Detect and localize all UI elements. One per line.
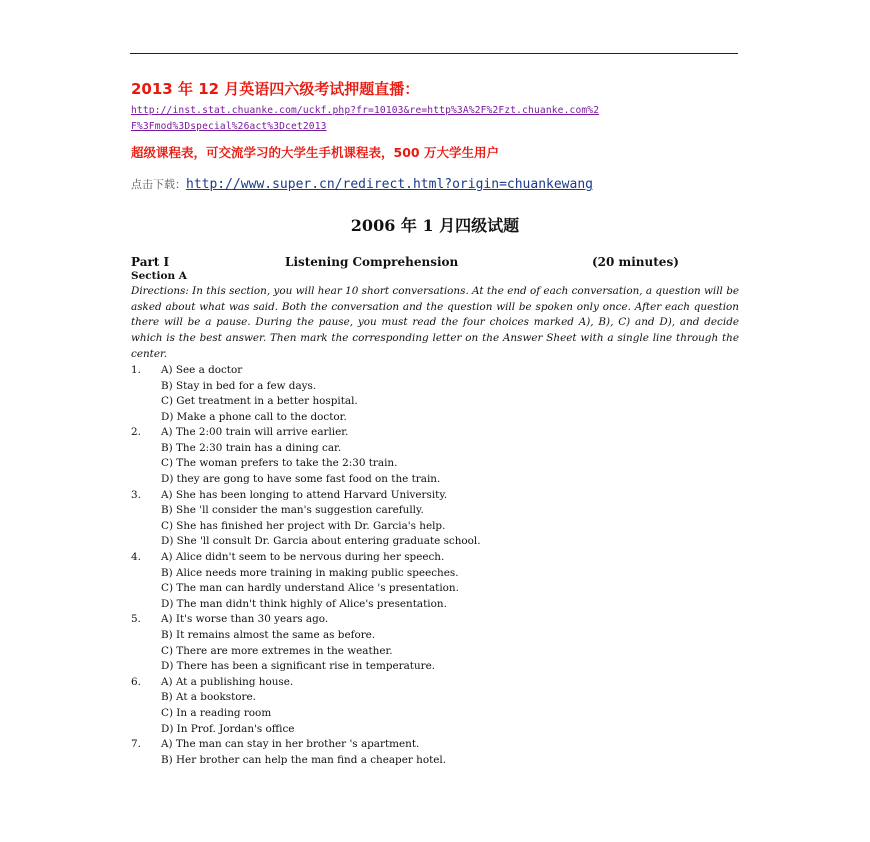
option-line: B) At a bookstore. bbox=[161, 691, 256, 703]
question-number: 5. bbox=[131, 613, 141, 625]
question-number: 4. bbox=[131, 551, 141, 563]
download-line bbox=[131, 173, 593, 192]
option-line: A) At a publishing house. bbox=[161, 676, 294, 688]
promo-title: 2013 年 12 月英语四六级考试押题直播： bbox=[131, 80, 420, 98]
directions-text: Directions: In this section, you will hear 10 short conversations. At the end of each conversation, a question will be asked about what was said. Both the conversation and the question will be spoken only once. After each question there will be a pause. During the pause, you must read the four choices marked A), B), C) and D), and decide which is the best answer. Then mark the corresponding letter on the Answer Sheet with a single line through the center. bbox=[131, 285, 739, 360]
option-line: B) The 2:30 train has a dining car. bbox=[161, 442, 342, 454]
question-number: 6. bbox=[131, 676, 141, 688]
section-label: Section A bbox=[131, 270, 187, 282]
exam-title: 2006 年 1 月四级试题 bbox=[350, 216, 520, 235]
option-line: C) In a reading room bbox=[161, 707, 272, 719]
option-line: A) The 2:00 train will arrive earlier. bbox=[161, 426, 349, 438]
option-line: D) She 'll consult Dr. Garcia about entering graduate school. bbox=[161, 535, 481, 547]
download-label: 点击下载： bbox=[131, 178, 186, 191]
option-line: C) There are more extremes in the weather. bbox=[161, 645, 393, 657]
option-line: C) Get treatment in a better hospital. bbox=[161, 395, 358, 407]
promo-course-schedule: 超级课程表，可交流学习的大学生手机课程表，500 万大学生用户 bbox=[131, 145, 499, 160]
option-line: C) The man can hardly understand Alice 's presentation. bbox=[161, 582, 459, 594]
part-time: (20 minutes) bbox=[592, 255, 679, 269]
option-line: C) She has finished her project with Dr. Garcia's help. bbox=[161, 520, 446, 532]
part-label: Part I bbox=[131, 255, 170, 269]
option-line: D) they are gong to have some fast food on the train. bbox=[161, 473, 441, 485]
question-number: 3. bbox=[131, 489, 141, 501]
download-link[interactable]: http://www.super.cn/redirect.html?origin=chuankewang bbox=[186, 177, 593, 192]
option-line: B) She 'll consider the man's suggestion carefully. bbox=[161, 504, 424, 516]
question-number: 2. bbox=[131, 426, 141, 438]
promo-link-line2[interactable]: F%3Fmod%3Dspecial%26act%3Dcet2013 bbox=[131, 121, 327, 132]
question-number: 1. bbox=[131, 364, 141, 376]
option-line: A) The man can stay in her brother 's apartment. bbox=[161, 738, 420, 750]
option-line: B) Her brother can help the man find a cheaper hotel. bbox=[161, 754, 447, 766]
promo-link-line1[interactable]: http://inst.stat.chuanke.com/uckf.php?fr=10103&re=http%3A%2F%2Fzt.chuanke.com%2 bbox=[131, 105, 600, 116]
option-line: A) It's worse than 30 years ago. bbox=[161, 613, 329, 625]
question-number: 7. bbox=[131, 738, 141, 750]
option-line: D) In Prof. Jordan's office bbox=[161, 723, 295, 735]
option-line: C) The woman prefers to take the 2:30 train. bbox=[161, 457, 398, 469]
option-line: D) There has been a significant rise in temperature. bbox=[161, 660, 436, 672]
header-rule bbox=[130, 53, 738, 54]
option-line: B) Stay in bed for a few days. bbox=[161, 380, 317, 392]
option-line: D) The man didn't think highly of Alice's presentation. bbox=[161, 598, 447, 610]
option-line: A) See a doctor bbox=[161, 364, 243, 376]
option-line: A) Alice didn't seem to be nervous during her speech. bbox=[161, 551, 445, 563]
option-line: B) It remains almost the same as before. bbox=[161, 629, 376, 641]
option-line: D) Make a phone call to the doctor. bbox=[161, 411, 347, 423]
option-line: B) Alice needs more training in making public speeches. bbox=[161, 567, 459, 579]
option-line: A) She has been longing to attend Harvard University. bbox=[161, 489, 448, 501]
part-name: Listening Comprehension bbox=[285, 255, 459, 269]
